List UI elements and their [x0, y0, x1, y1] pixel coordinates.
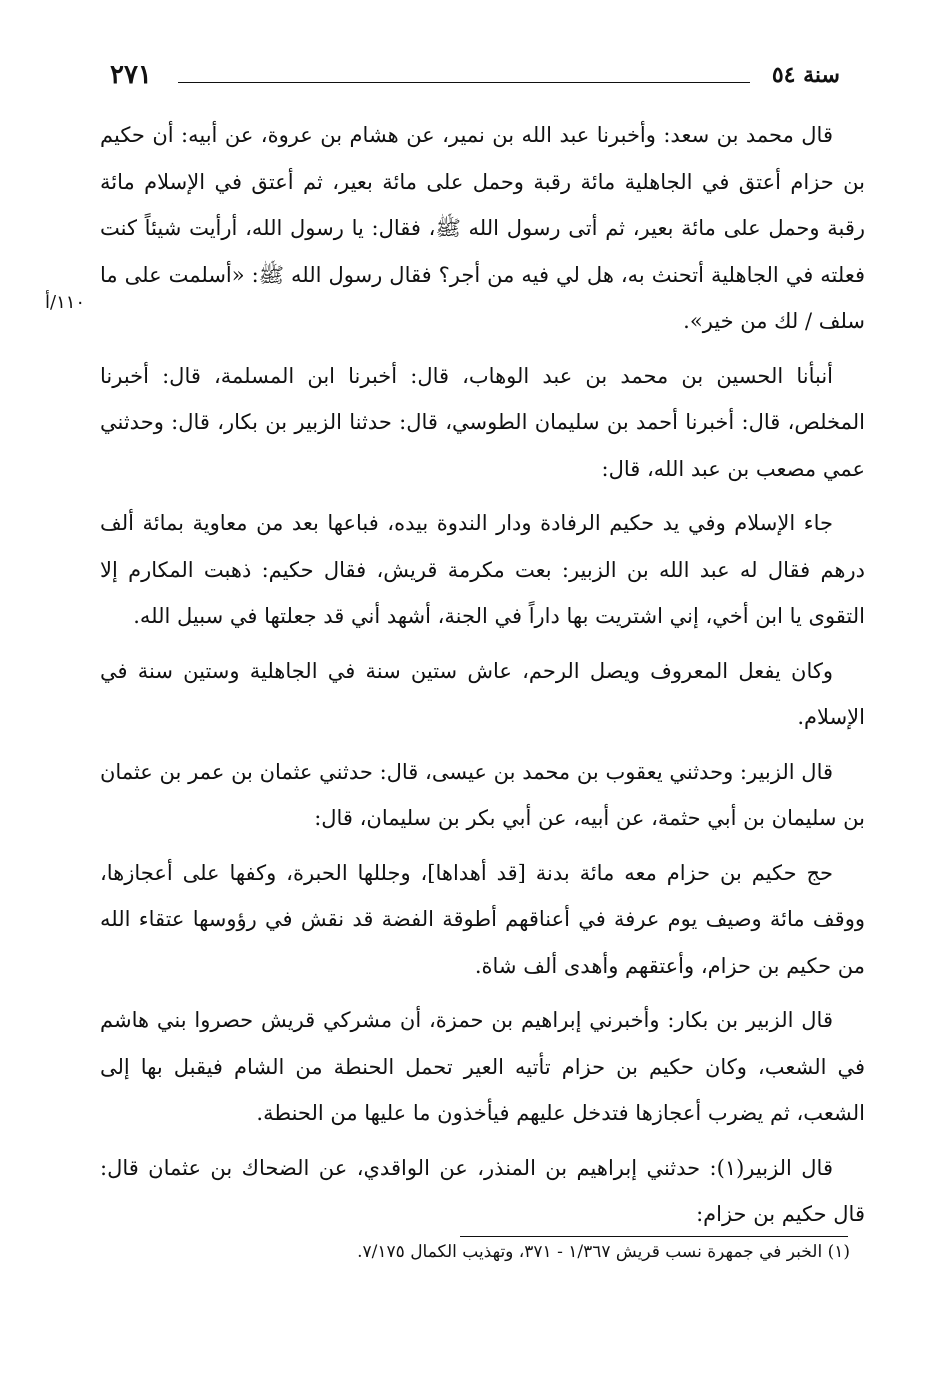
paragraph: قال الزبير(١): حدثني إبراهيم بن المنذر، عن الواقدي، عن الضحاك بن عثمان قال: قال حكيم بن حزام: — [100, 1155, 865, 1226]
paragraph: وكان يفعل المعروف ويصل الرحم، عاش ستين سنة في الجاهلية وستين سنة في الإسلام. — [100, 658, 865, 729]
paragraph: جاء الإسلام وفي يد حكيم الرفادة ودار الندوة بيده، فباعها بعد من معاوية بمائة ألف درهم فقال له عبد الله بن الزبير: بعت مكرمة قريش، فقال حكيم: ذهبت المكارم إلا التقوى يا ابن أخي، إني اشتريت بها داراً في الجنة، أشهد أني قد جعلتها في سبيل الله. — [100, 511, 865, 628]
header-rule — [178, 82, 750, 83]
paragraph: أنبأنا الحسين بن محمد بن عبد الوهاب، قال: أخبرنا ابن المسلمة، قال: أخبرنا المخلص، قال: أخبرنا أحمد بن سليمان الطوسي، قال: حدثنا الزبير بن بكار، قال: وحدثني عمي مصعب بن عبد الله، قال: — [100, 363, 865, 481]
paragraph: قال الزبير بن بكار: وأخبرني إبراهيم بن حمزة، أن مشركي قريش حصروا بني هاشم في الشعب، وكان حكيم بن حزام تأتيه العير تحمل الحنطة من الشام فيقبل بها إلى الشعب، ثم يضرب أعجازها فتدخل عليهم فيأخذون ما عليها من الحنطة. — [100, 1008, 865, 1125]
page-header — [110, 60, 840, 100]
paragraph: حج حكيم بن حزام معه مائة بدنة [قد أهداها]، وجللها الحبرة، وكفها على أعجازها، ووقف مائة وصيف يوم عرفة في أعناقهم أطوقة الفضة قد نقش في رؤوسها عتقاء الله من حكيم بن حزام، وأعتقهم وأهدى ألف شاة. — [100, 860, 865, 978]
page-body — [100, 112, 865, 1246]
margin-note: ١١٠/أ — [45, 292, 86, 313]
paragraph: قال محمد بن سعد: وأخبرنا عبد الله بن نمير، عن هشام بن عروة، عن أبيه: أن حكيم بن حزام أعتق في الجاهلية مائة رقبة وحمل على مائة بعير، ثم أعتق في الإسلام مائة رقبة وحمل على مائة بعير، ثم أتى رسول الله ﷺ، فقال: يا رسول الله، أرأيت شيئاً كنت فعلته في الجاهلية أتحنث به، هل لي فيه من أجر؟ فقال رسول الله ﷺ: «أسلمت على ما سلف / لك من خير». — [100, 123, 865, 333]
paragraph: قال الزبير: وحدثني يعقوب بن محمد بن عيسى، قال: حدثني عثمان بن عمر بن عثمان بن سليمان بن أبي حثمة، عن أبيه، عن أبي بكر بن سليمان، قال: — [100, 759, 865, 830]
year-label: سنة ٥٤ — [771, 62, 840, 88]
footnote-rule — [460, 1236, 848, 1237]
footnote: (١) الخبر في جمهرة نسب قريش ١/٣٦٧ - ٣٧١، وتهذيب الكمال ٧/١٧٥. — [357, 1242, 850, 1262]
page-number: ٢٧١ — [110, 60, 152, 90]
